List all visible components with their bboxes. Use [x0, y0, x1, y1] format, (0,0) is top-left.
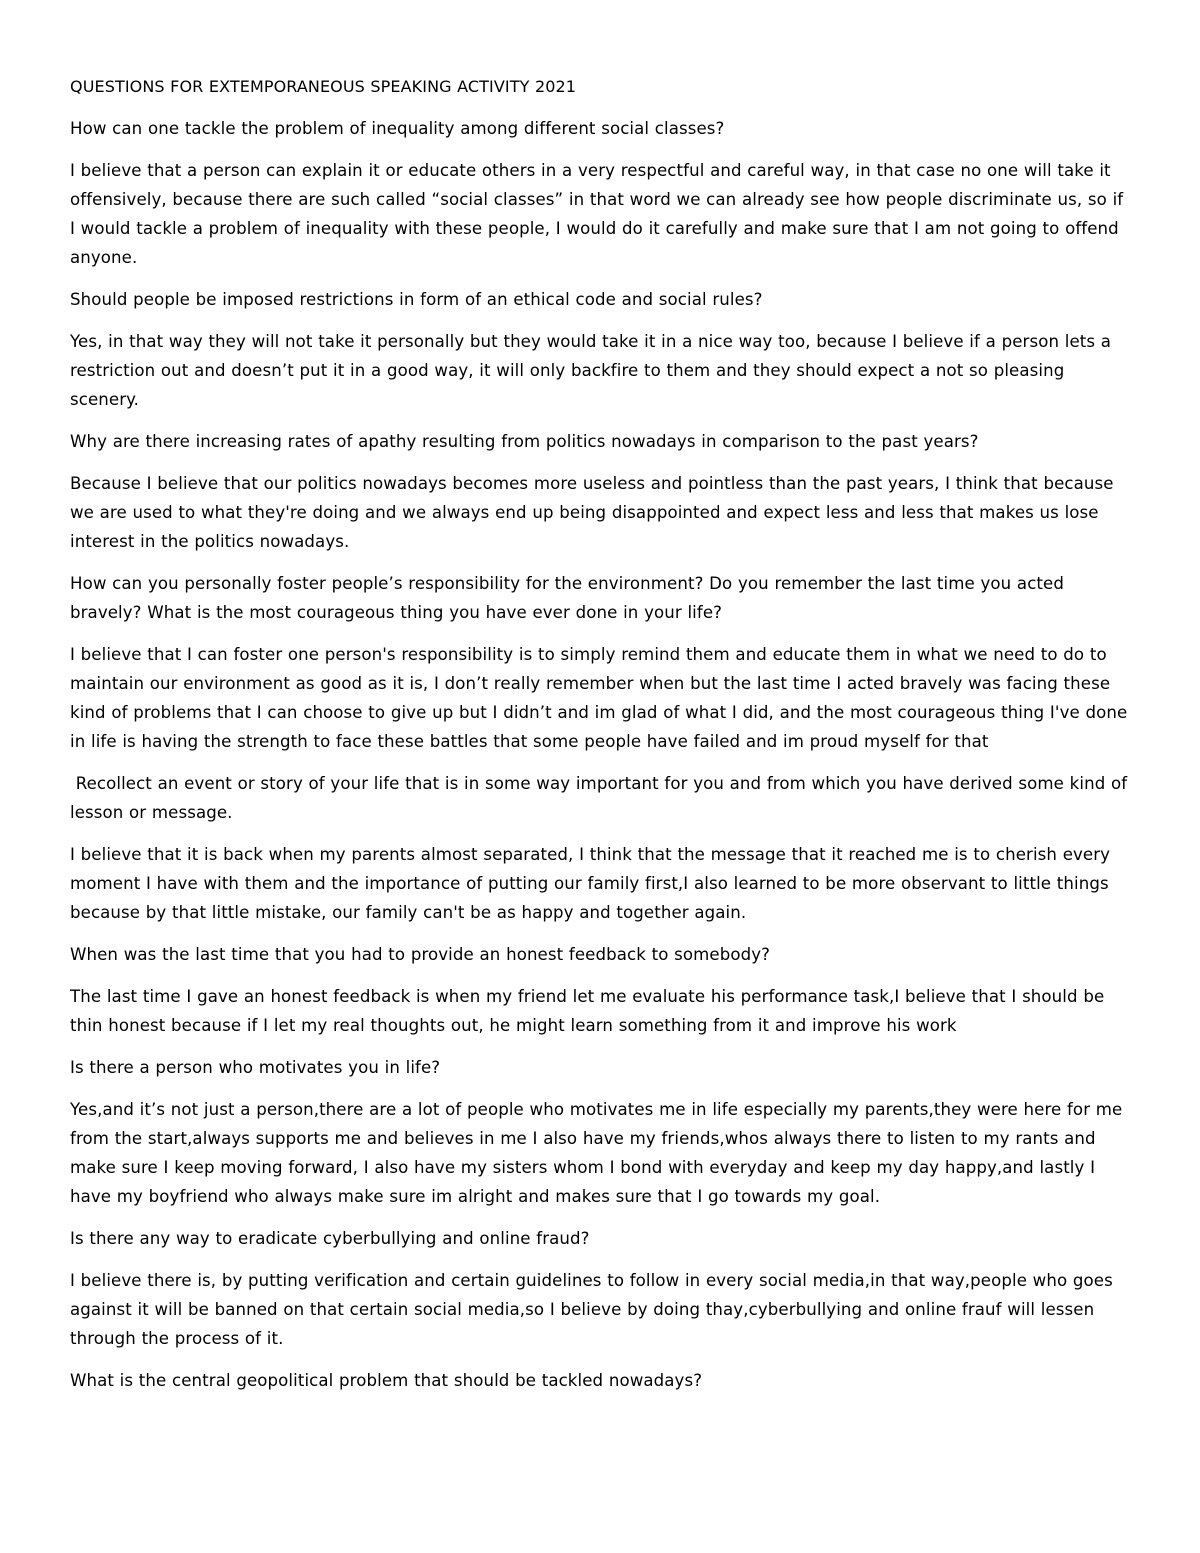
answer-8: I believe there is, by putting verification and certain guidelines to follow in every social media,in that way,people who goes against it will be banned on that certain social media,so I believe by doing thay,cyberbullying and online frauf will lessen through the process of it.	[70, 1271, 1113, 1348]
question-6: When was the last time that you had to provide an honest feedback to somebody?	[70, 945, 771, 964]
answer-3: Because I believe that our politics nowadays becomes more useless and pointless than the past years, I think that because we are used to what they're doing and we always end up being disappointed and expect less and less that makes us lose interest in the politics nowadays.	[70, 474, 1114, 551]
question-5-text: Recollect an event or story of your life that is in some way important for you and from which you have derived some kind of lesson or message.	[70, 774, 1128, 822]
answer-5: I believe that it is back when my parents almost separated, I think that the message that it reached me is to cherish every moment I have with them and the importance of putting our family first,I also learned to be more observant to little things because by that little mistake, our family can't be as happy and together again.	[70, 845, 1111, 922]
answer-6: The last time I gave an honest feedback is when my friend let me evaluate his performance task,I believe that I should be thin honest because if I let my real thoughts out, he might learn something from it and improve his work	[70, 987, 1105, 1035]
question-9: What is the central geopolitical problem that should be tackled nowadays?	[70, 1371, 703, 1390]
question-2: Should people be imposed restrictions in form of an ethical code and social rules?	[70, 290, 763, 309]
question-1: How can one tackle the problem of inequality among different social classes?	[70, 119, 725, 138]
question-8: Is there any way to eradicate cyberbullying and online fraud?	[70, 1229, 590, 1248]
answer-1: I believe that a person can explain it or educate others in a very respectful and careful way, in that case no one will take it offensively, because there are such called “social classes” in that word we can already see how people discriminate us, so if I would tackle a problem of inequality with these people, I would do it carefully and make sure that I am not going to offend anyone.	[70, 161, 1124, 267]
answer-7: Yes,and it’s not just a person,there are a lot of people who motivates me in life especially my parents,they were here for me from the start,always supports me and believes in me I also have my friends,whos always there to listen to my rants and make sure I keep moving forward, I also have my sisters whom I bond with everyday and keep my day happy,and lastly I have my boyfriend who always make sure im alright and makes sure that I go towards my goal.	[70, 1100, 1123, 1206]
question-5	[70, 769, 1130, 827]
question-7: Is there a person who motivates you in life?	[70, 1058, 441, 1077]
question-4: How can you personally foster people’s responsibility for the environment? Do you remember the last time you acted bravely? What is the most courageous thing you have ever done in your life?	[70, 574, 1064, 622]
answer-2: Yes, in that way they will not take it personally but they would take it in a nice way too, because I believe if a person lets a restriction out and doesn’t put it in a good way, it will only backfire to them and they should expect a not so pleasing scenery.	[70, 332, 1112, 409]
question-3: Why are there increasing rates of apathy resulting from politics nowadays in comparison to the past years?	[70, 432, 979, 451]
answer-4: I believe that I can foster one person's responsibility is to simply remind them and educate them in what we need to do to maintain our environment as good as it is, I don’t really remember when but the last time I acted bravely was facing these kind of problems that I can choose to give up but I didn’t and im glad of what I did, and the most courageous thing I've done in life is having the strength to face these battles that some people have failed and im proud myself for that	[70, 645, 1128, 751]
document-title: QUESTIONS FOR EXTEMPORANEOUS SPEAKING ACTIVITY 2021	[70, 77, 577, 96]
